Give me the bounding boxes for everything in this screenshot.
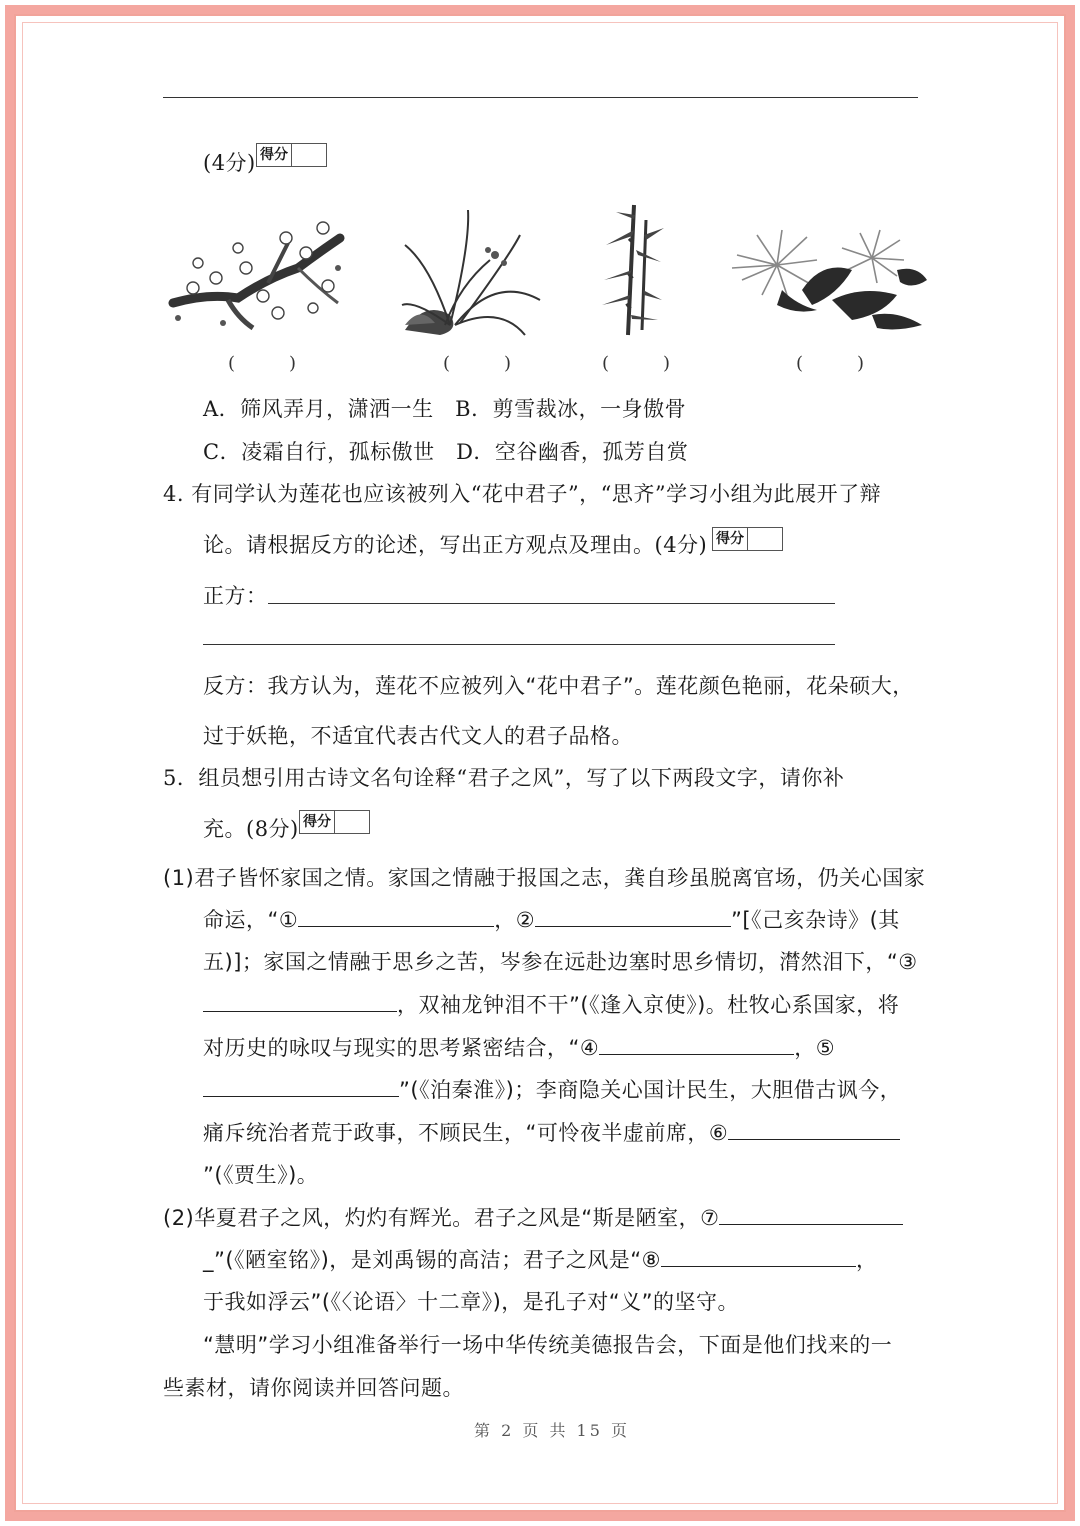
q5-score-box[interactable] xyxy=(299,810,370,834)
answer-paren-3[interactable]: ( ) xyxy=(602,353,689,374)
q5-line-1: 5．组员想引用古诗文名句诠释“君子之风”，写了以下两段文字，请你补 xyxy=(163,766,845,790)
q5-p1-line-4 xyxy=(203,989,899,1019)
plum-blossom-image xyxy=(168,208,348,338)
q5-line-2: 充。(8分) xyxy=(203,817,299,841)
orchid-image xyxy=(400,205,545,340)
blank-2[interactable] xyxy=(535,908,731,927)
score-cell xyxy=(335,811,369,833)
score-label: 得分 xyxy=(713,528,748,550)
text: (2)华夏君子之风，灼灼有辉光。君子之风是“斯是陋室，⑦ xyxy=(163,1206,720,1230)
q4-pro-label: 正方： xyxy=(203,584,268,608)
score-label: 得分 xyxy=(300,811,335,833)
q5-p1-line-5 xyxy=(203,1032,835,1062)
text: _”(《陋室铭》)，是刘禹锡的高洁；君子之风是“⑧ xyxy=(203,1248,661,1272)
text: ”(《泊秦淮》)；李商隐关心国计民生，大胆借古讽今， xyxy=(399,1078,902,1102)
blank-6[interactable] xyxy=(728,1121,900,1140)
q3-options-line-2: C．凌霜自行，孤标傲世 D．空谷幽香，孤芳自赏 xyxy=(203,440,689,464)
answer-paren-1[interactable]: ( ) xyxy=(228,353,315,374)
q5-p1-line-2 xyxy=(203,904,900,934)
score-label: 得分 xyxy=(257,144,292,166)
text: ”[《己亥杂诗》(其 xyxy=(731,908,900,932)
q3-score-box[interactable] xyxy=(256,143,327,167)
text: 对历史的咏叹与现实的思考紧密结合，“④ xyxy=(203,1036,600,1060)
q5-p1-line-7 xyxy=(203,1117,900,1147)
q4-line-1: 4. 有同学认为莲花也应该被列入“花中君子”，“思齐”学习小组为此展开了辩 xyxy=(163,482,882,506)
text: 命运，“① xyxy=(203,908,299,932)
q5-p1-line-3: 五)]；家国之情融于思乡之苦，岑参在远赴边塞时思乡情切，潸然泪下，“③ xyxy=(203,950,918,974)
q5-p2-line-2 xyxy=(203,1244,877,1274)
q5-p2-line-1 xyxy=(163,1202,903,1232)
blank-4[interactable] xyxy=(599,1036,794,1055)
q3-options-line-1: A．筛风弄月，潇洒一生 B．剪雪裁冰，一身傲骨 xyxy=(203,397,687,421)
answer-paren-2[interactable]: ( ) xyxy=(443,353,530,374)
answer-paren-4[interactable]: ( ) xyxy=(796,353,883,374)
text: ，② xyxy=(494,908,536,932)
text: ， xyxy=(855,1248,878,1272)
score-cell xyxy=(292,144,326,166)
q4-pro-answer-line-1[interactable] xyxy=(268,603,835,604)
q5-p2-line-3: 于我如浮云”(《〈论语〉十二章》)，是孔子对“义”的坚守。 xyxy=(203,1290,740,1314)
q5-p3-line-2: 些素材，请你阅读并回答问题。 xyxy=(163,1376,464,1400)
chrysanthemum-image xyxy=(722,220,927,335)
blank-8[interactable] xyxy=(661,1248,856,1267)
q5-p1-line-6 xyxy=(203,1074,901,1104)
page-number-footer: 第 2 页 共 15 页 xyxy=(474,1421,630,1440)
q4-con-line-2: 过于妖艳，不适宜代表古代文人的君子品格。 xyxy=(203,724,633,748)
q5-p1-line-1: (1)君子皆怀家国之情。家国之情融于报国之志，龚自珍虽脱离官场，仍关心国家 xyxy=(163,866,926,890)
q4-line-2: 论。请根据反方的论述，写出正方观点及理由。(4分) xyxy=(203,533,708,557)
bamboo-image xyxy=(596,200,666,340)
blank-1[interactable] xyxy=(298,908,494,927)
q3-score: (4分) xyxy=(203,151,256,175)
q5-p1-line-8: ”(《贾生》)。 xyxy=(203,1163,319,1187)
text: ，双袖龙钟泪不干”(《逢入京使》)。杜牧心系国家，将 xyxy=(397,993,900,1017)
blank-7[interactable] xyxy=(719,1206,903,1225)
blank-5[interactable] xyxy=(203,1078,399,1097)
top-rule xyxy=(163,97,918,98)
q4-con-line-1: 反方：我方认为，莲花不应被列入“花中君子”。莲花颜色艳丽，花朵硕大， xyxy=(203,674,914,698)
text: ，⑤ xyxy=(794,1036,836,1060)
score-cell xyxy=(748,528,782,550)
q5-p3-line-1: “慧明”学习小组准备举行一场中华传统美德报告会，下面是他们找来的一 xyxy=(203,1333,893,1357)
q4-pro-answer-line-2[interactable] xyxy=(203,644,835,645)
blank-3[interactable] xyxy=(203,993,397,1012)
text: 痛斥统治者荒于政事，不顾民生，“可怜夜半虚前席，⑥ xyxy=(203,1121,729,1145)
q4-score-box[interactable] xyxy=(712,527,783,551)
